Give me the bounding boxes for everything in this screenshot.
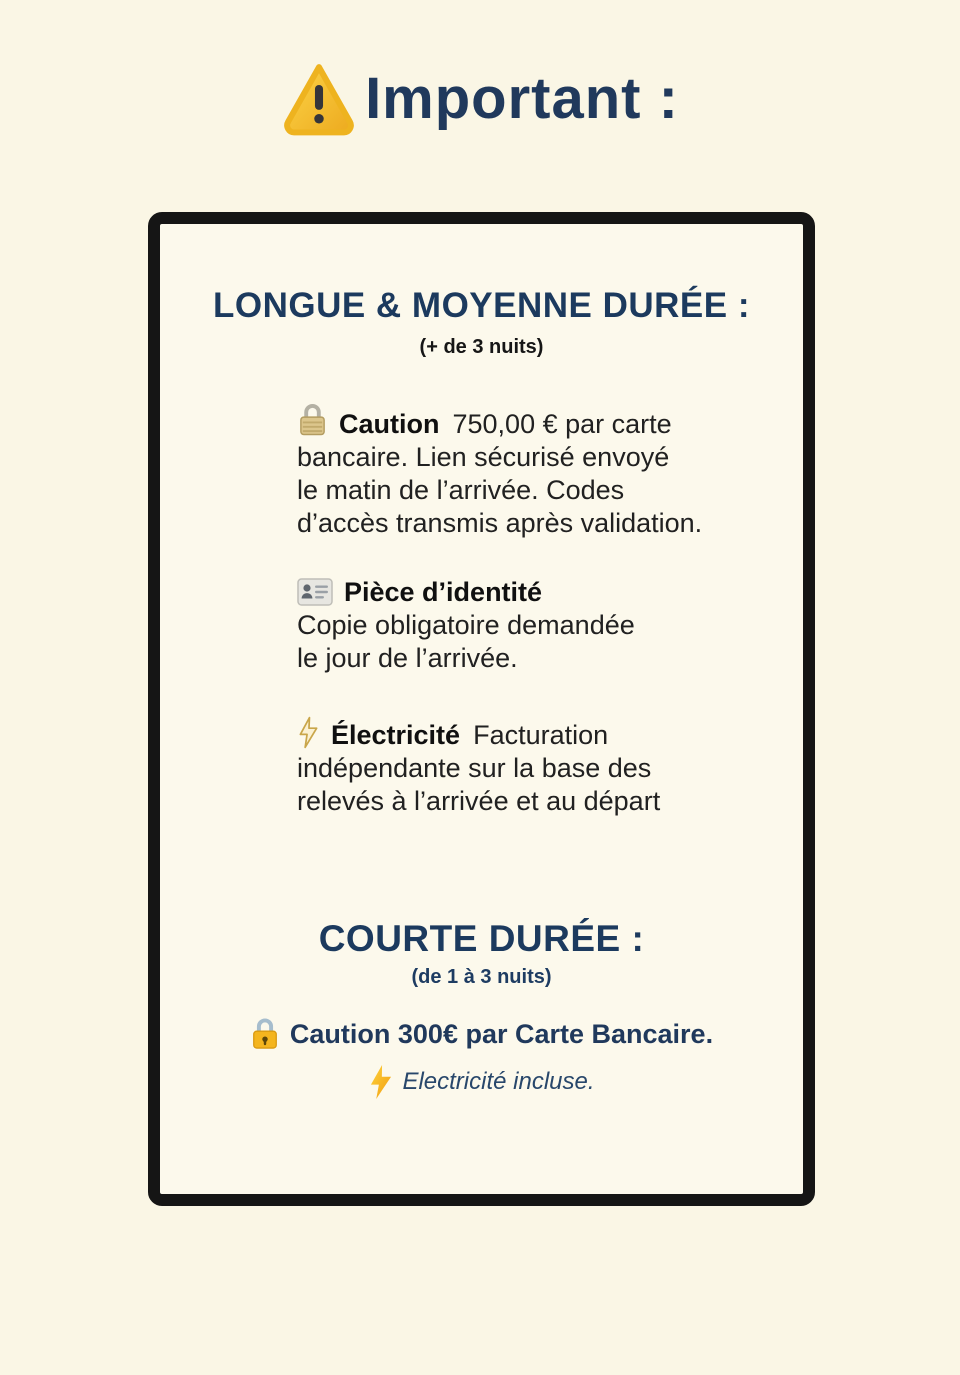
electricity-line-3: relevés à l’arrivée et au départ <box>297 786 661 816</box>
gold-lock-icon <box>250 1016 280 1052</box>
identity-label: Pièce d’identité <box>344 577 543 607</box>
identity-line-3: le jour de l’arrivée. <box>297 643 518 673</box>
deposit-label: Caution <box>339 409 440 439</box>
deposit-line-4: d’accès transmis après validation. <box>297 508 703 538</box>
electricity-line-2: indépendante sur la base des <box>297 753 652 783</box>
electricity-line-1 <box>297 716 767 752</box>
info-card <box>148 212 815 1206</box>
identity-line-2: Copie obligatoire demandée <box>297 610 635 640</box>
electricity-label: Électricité <box>331 720 461 750</box>
short-electricity-line <box>160 1064 803 1100</box>
short-stay-heading: COURTE DURÉE : <box>318 918 645 959</box>
id-card-icon <box>297 578 333 606</box>
page-title: Important : <box>365 65 679 131</box>
short-stay-subheading: (de 1 à 3 nuits) <box>411 966 552 988</box>
electricity-text-1: Facturation <box>473 720 609 750</box>
short-deposit-text: Caution 300€ par Carte Bancaire. <box>289 1018 714 1049</box>
lightning-outline-icon <box>297 716 320 749</box>
electricity-paragraph <box>297 716 767 818</box>
deposit-text-1: 750,00 € par carte <box>452 409 672 439</box>
long-stay-subheading: (+ de 3 nuits) <box>419 336 544 358</box>
deposit-line-1 <box>297 402 767 441</box>
deposit-line-3: le matin de l’arrivée. Codes <box>297 475 625 505</box>
page-header <box>0 60 960 136</box>
deposit-line-2: bancaire. Lien sécurisé envoyé <box>297 442 670 472</box>
lock-icon <box>297 402 328 438</box>
long-stay-heading: LONGUE & MOYENNE DURÉE : <box>212 286 751 325</box>
warning-icon <box>281 60 357 136</box>
short-electricity-text: Electricité incluse. <box>402 1068 595 1095</box>
identity-line-1 <box>297 576 767 609</box>
deposit-paragraph <box>297 402 767 540</box>
lightning-filled-icon <box>368 1064 394 1100</box>
short-deposit-line <box>160 1016 803 1052</box>
identity-paragraph <box>297 576 767 675</box>
